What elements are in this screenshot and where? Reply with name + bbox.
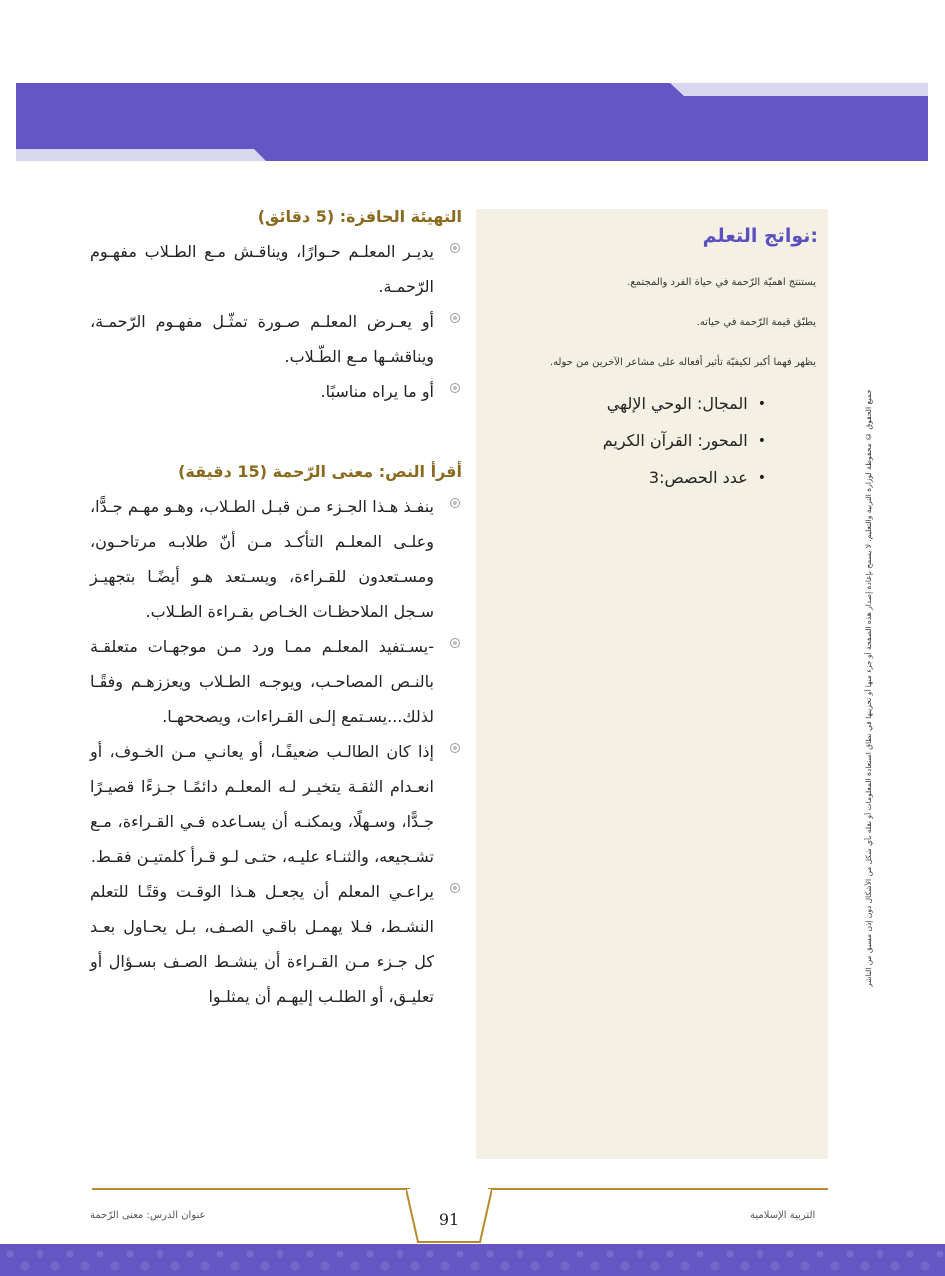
learning-outcomes-panel	[476, 209, 828, 1159]
subject-footer: التربية الإسلامية	[750, 1210, 816, 1221]
outcome-1: يستنتج اهميّة الرّحمة في حياة الفرد والمجتمع.	[627, 277, 816, 288]
reading-item: يراعـي المعلم أن يجعـل هـذا الوقـت وقتًـا للتعلم النشـط، فـلا يهمـل باقـي الصـف، بـل يحـاول بعـد كل جـزء مـن القـراءة أن ينشـط الصـف بسـؤال أو تعليـق، أو الطلـب إليهـم أن يمثلـوا	[90, 874, 462, 1014]
learning-outcomes-title: نواتج التعلم:	[702, 225, 818, 247]
sessions-count-item: • عدد الحصص:3	[648, 468, 766, 487]
warmup-item: أو يعـرض المعلـم صـورة تمثّـل مفهـوم الرّحمـة، ويناقشـها مـع الطّـلاب.	[90, 304, 462, 374]
bullet-circle-icon	[450, 743, 460, 753]
warmup-item: أو ما يراه مناسبًا.	[90, 374, 462, 409]
footer-rule-right	[488, 1188, 828, 1190]
outcome-3: يظهر فهما أكبر لكيفيّة تأثير أفعاله على مشاعر الآخرين من حوله.	[549, 357, 816, 368]
lesson-title-footer: عنوان الدرس: معنى الرّحمة	[90, 1210, 206, 1221]
header-notch	[670, 83, 928, 96]
bullet-circle-icon	[450, 383, 460, 393]
copyright-note: جميع الحقوق © محفوظة لوزارة التربية والتعليم. لا يسمح بإعادة إصدار هذه الصفحة أو جزء منها أو تخزينها في نطاق استعادة المعلومات أو نقله بأي شكل من الأشكال دون إذن مسبق من الناشر	[864, 389, 873, 987]
warmup-title: التهيئة الحافزة: (5 دقائق)	[257, 207, 462, 226]
warmup-section	[90, 207, 462, 409]
bottom-decor-band	[0, 1244, 945, 1276]
domain-item: • المجال: الوحي الإلهي	[606, 394, 766, 413]
bullet-circle-icon	[450, 498, 460, 508]
lesson-info-list	[603, 394, 766, 505]
page-number: 91	[438, 1210, 460, 1229]
reading-section	[90, 462, 462, 1014]
reading-item: إذا كان الطالـب ضعيفًـا، أو يعانـي مـن الخـوف، أو انعـدام الثقـة يتخيـر لـه المعلـم دائمًـا جـزءًا قصيـرًا جـدًّا، وسـهلًا، ويمكنـه أن يسـاعده فـي القـراءة، مـع تشـجيعه، والثنـاء عليـه، حتـى لـو قـرأ كلمتيـن فقـط.	[90, 734, 462, 874]
reading-title: أقرأ النص: معنى الرّحمة (15 دقيقة)	[178, 462, 462, 481]
warmup-item: يديـر المعلـم حـوارًا، ويناقـش مـع الطـلاب مفهـوم الرّحمـة.	[90, 234, 462, 304]
bullet-circle-icon	[450, 243, 460, 253]
header-strip	[16, 149, 266, 161]
bullet-circle-icon	[450, 313, 460, 323]
bullet-circle-icon	[450, 638, 460, 648]
bullet-circle-icon	[450, 883, 460, 893]
reading-item: ينفـذ هـذا الجـزء مـن قبـل الطـلاب، وهـو مهـم جـدًّا، وعلـى المعلـم التأكـد مـن أنّ طلابـه مرتاحـون، ومسـتعدون للقـراءة، ويسـتعد هـو أيضًـا بتجهيـز سـجل الملاحظـات الخـاص بقـراءة الطـلاب.	[90, 489, 462, 629]
reading-item: -يسـتفيد المعلـم ممـا ورد مـن موجهـات متعلقـة بالنـص المصاحـب، ويوجـه الطـلاب ويعززهـم وفقًـا لذلك...يسـتمع إلـى القـراءات، ويصححهـا.	[90, 629, 462, 734]
axis-item: • المحور: القرآن الكريم	[602, 431, 766, 450]
outcome-2: يطبّق قيمة الرّحمة في حياته.	[696, 317, 816, 328]
footer-rule-left	[92, 1188, 410, 1190]
